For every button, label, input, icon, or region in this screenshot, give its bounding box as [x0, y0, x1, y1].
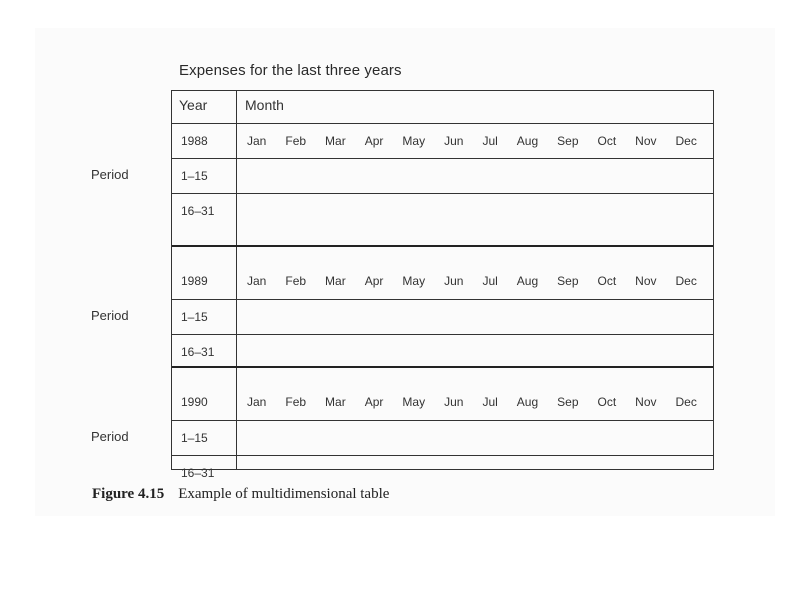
figure-caption-text: Example of multidimensional table	[178, 486, 390, 502]
month-label: Mar	[325, 134, 346, 148]
month-label: May	[402, 395, 426, 409]
month-label: Dec	[675, 395, 697, 409]
year-cell: 1989	[181, 274, 208, 288]
month-label: Nov	[635, 395, 657, 409]
month-label: Jul	[482, 395, 498, 409]
period-range-cell: 1–15	[181, 431, 208, 445]
month-label: Oct	[597, 134, 617, 148]
row-divider	[172, 193, 713, 194]
month-label: Sep	[557, 395, 579, 409]
year-cell: 1988	[181, 134, 208, 148]
year-group-divider	[172, 366, 713, 368]
header-row-divider	[172, 123, 713, 124]
month-label: Feb	[285, 274, 307, 288]
month-label: Apr	[364, 274, 384, 288]
month-label: Feb	[285, 134, 307, 148]
figure-number: Figure 4.15	[92, 486, 165, 502]
month-row	[247, 274, 697, 288]
month-label: Jun	[444, 134, 464, 148]
month-label: Sep	[557, 274, 579, 288]
month-label: Mar	[325, 395, 346, 409]
month-label: May	[402, 134, 426, 148]
column-divider	[236, 91, 237, 469]
month-label: Dec	[675, 134, 697, 148]
figure-caption	[92, 486, 389, 503]
month-label: Feb	[285, 395, 307, 409]
period-range-cell: 16–31	[181, 345, 215, 359]
year-cell: 1990	[181, 395, 208, 409]
header-year: Year	[179, 97, 208, 113]
row-divider	[172, 420, 713, 421]
month-label: Sep	[557, 134, 579, 148]
period-label: Period	[91, 429, 129, 444]
month-label: Oct	[597, 395, 617, 409]
month-label: Dec	[675, 274, 697, 288]
row-divider	[172, 299, 713, 300]
month-label: Aug	[516, 134, 539, 148]
period-range-cell: 16–31	[181, 204, 215, 218]
month-label: Jul	[482, 274, 498, 288]
month-label: Aug	[516, 274, 539, 288]
month-row	[247, 395, 697, 409]
period-label: Period	[91, 308, 129, 323]
month-label: Jan	[247, 395, 267, 409]
month-label: Nov	[635, 134, 657, 148]
header-month: Month	[245, 97, 284, 113]
month-label: Apr	[364, 395, 384, 409]
row-divider	[172, 158, 713, 159]
year-group-divider	[172, 245, 713, 247]
month-label: Nov	[635, 274, 657, 288]
month-label: Aug	[516, 395, 539, 409]
month-label: Jan	[247, 274, 267, 288]
multidimensional-table	[171, 90, 714, 480]
period-range-cell: 16–31	[181, 466, 215, 480]
month-label: Jul	[482, 134, 498, 148]
period-label: Period	[91, 167, 129, 182]
month-label: Jan	[247, 134, 267, 148]
month-label: Apr	[364, 134, 384, 148]
month-label: May	[402, 274, 426, 288]
period-range-cell: 1–15	[181, 169, 208, 183]
month-label: Mar	[325, 274, 346, 288]
table-title: Expenses for the last three years	[179, 62, 402, 79]
month-label: Oct	[597, 274, 617, 288]
row-divider	[172, 455, 713, 456]
period-range-cell: 1–15	[181, 310, 208, 324]
month-row	[247, 134, 697, 148]
row-divider	[172, 334, 713, 335]
month-label: Jun	[444, 395, 464, 409]
month-label: Jun	[444, 274, 464, 288]
